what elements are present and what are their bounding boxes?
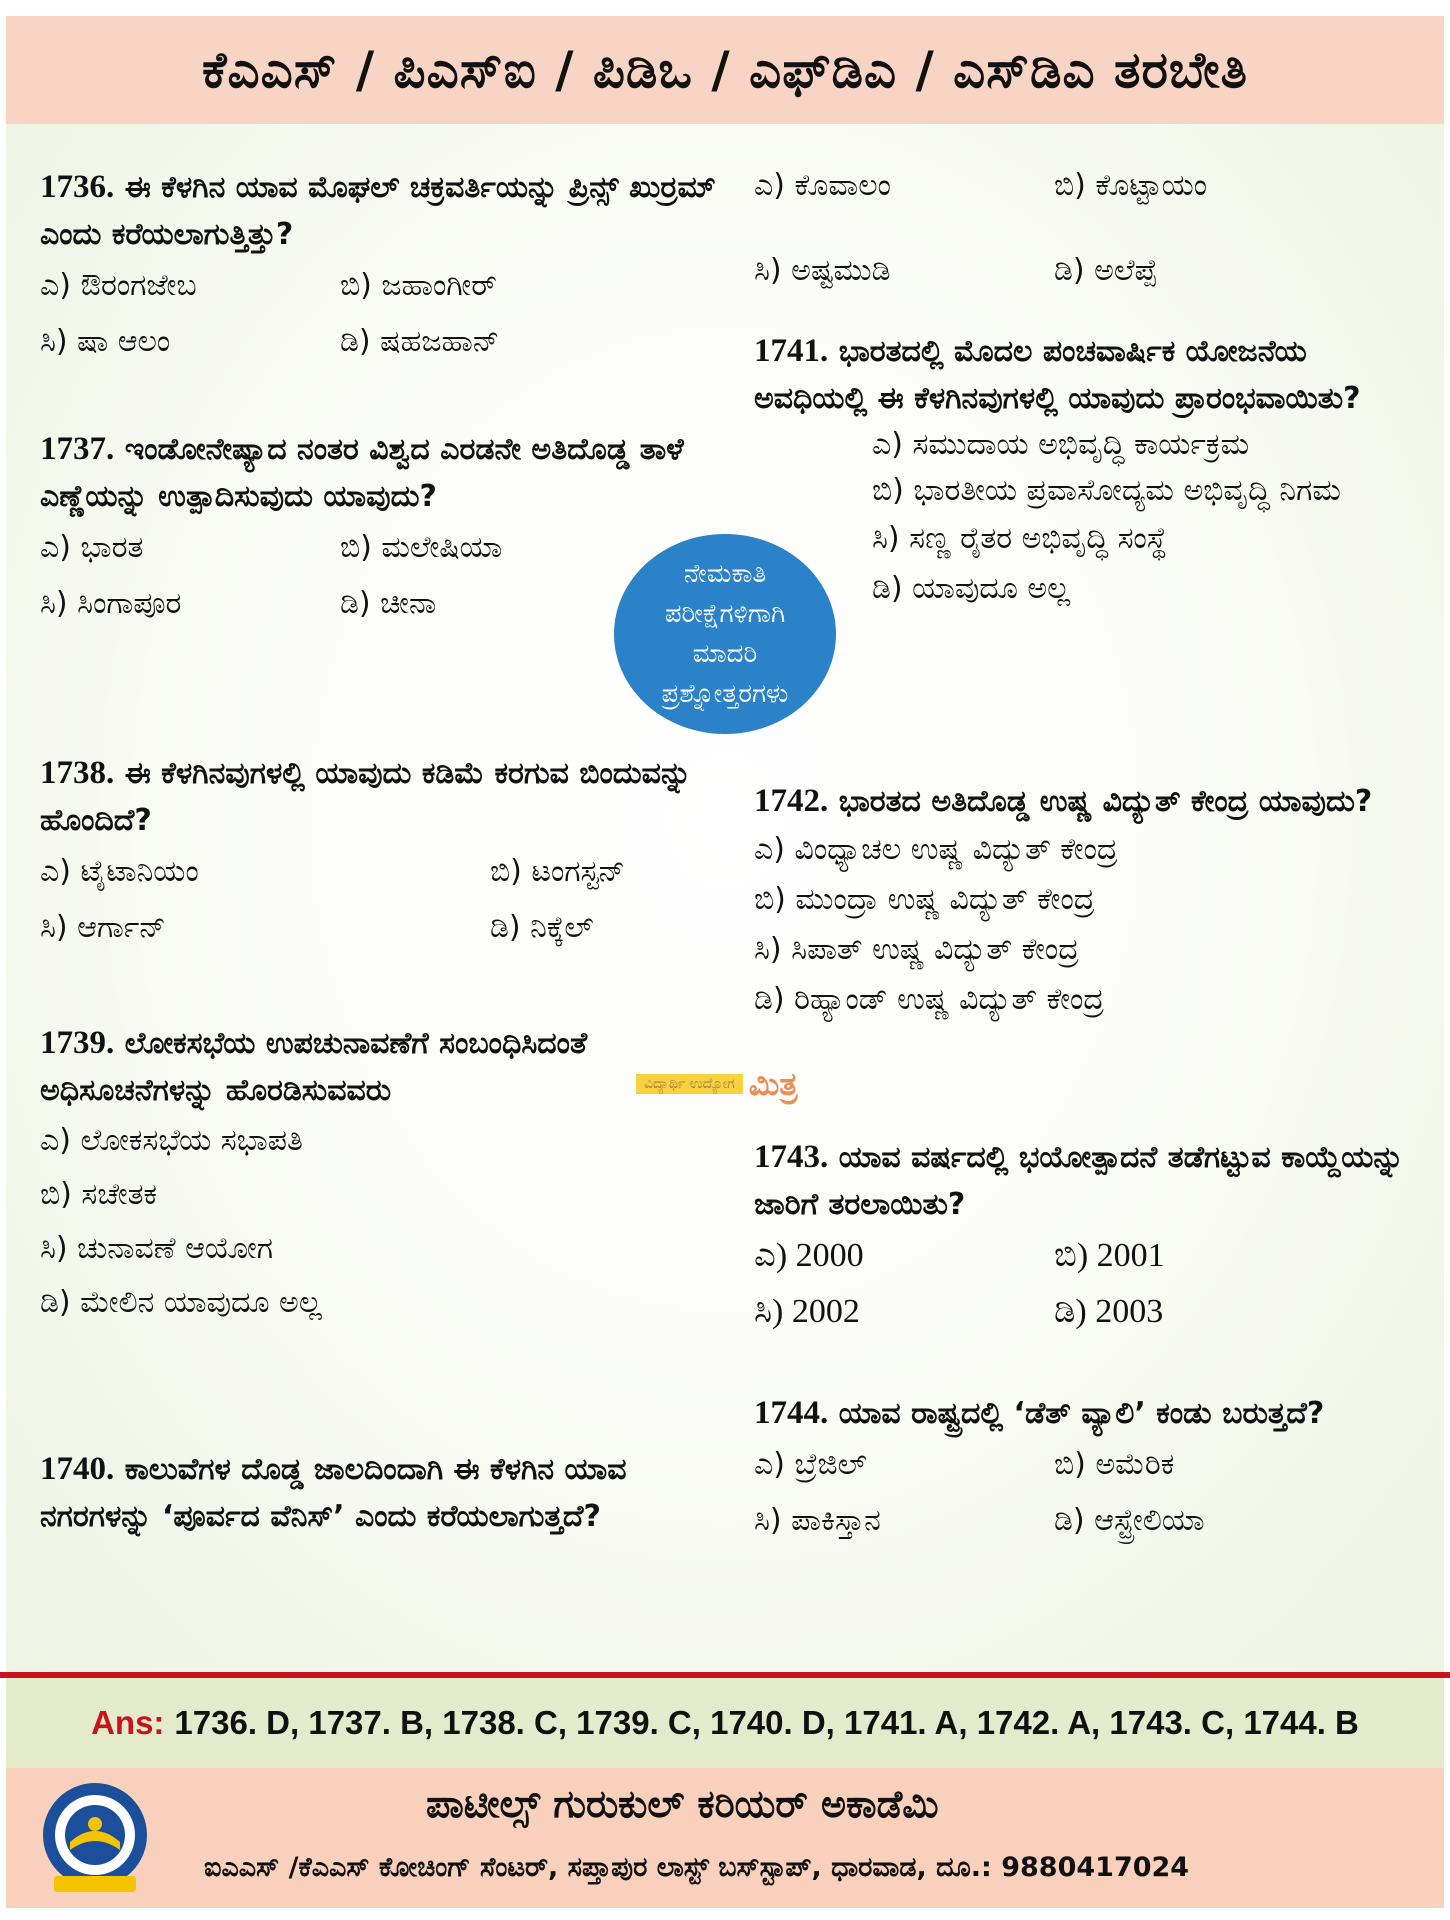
option-a: ಎ) ಟೈಟಾನಿಯಂ [40,854,199,889]
badge-line: ಮಾದರಿ [692,639,758,669]
right-column [754,158,1424,1549]
question-text: 1740. ಕಾಲುವೆಗಳ ದೊಡ್ಡ ಜಾಲದಿಂದಾಗಿ ಈ ಕೆಳಗಿನ ಯಾವ ನಗರಗಳನ್ನು ‘ಪೂರ್ವದ ವೆನಿಸ್’ ಎಂದು ಕರೆಯಲಾಗುತ್ತದೆ? [40,1451,627,1534]
page-title: ಕೆಎಎಸ್ / ಪಿಎಸ್ಐ / ಪಿಡಿಒ / ಎಫ್‌ಡಿಎ / ಎಸ್‌ಡಿಎ ತರಬೇತಿ [202,40,1248,99]
answers-label: Ans: [91,1704,165,1741]
question-1740-options [754,158,1424,328]
options [40,844,730,956]
option-b: ಬಿ) ಸಚೇತಕ [40,1177,158,1212]
question-text: 1742. ಭಾರತದ ಅತಿದೊಡ್ಡ ಉಷ್ಣ ವಿದ್ಯುತ್ ಕೇಂದ್ರ ಯಾವುದು? [754,783,1373,819]
question-1744 [754,1390,1424,1549]
option-d: ಡಿ) ಚೀನಾ [340,586,437,621]
watermark-right: ಮಿತ್ರ [748,1064,798,1103]
options [754,1228,1424,1340]
badge-line: ಪರೀಕ್ಷೆಗಳಿಗಾಗಿ [664,599,786,629]
option-c: ಸಿ) 2002 [754,1293,860,1330]
option-d: ಡಿ) ಆಸ್ಟ್ರೇಲಿಯಾ [1054,1503,1205,1538]
option-b: ಬಿ) ಭಾರತೀಯ ಪ್ರವಾಸೋದ್ಯಮ ಅಭಿವೃದ್ಧಿ ನಿಗಮ [872,473,1341,508]
question-1743 [754,1134,1424,1390]
badge-line: ನೇಮಕಾತಿ [683,559,767,589]
question-1740 [40,1446,730,1540]
watermark-logo [636,1064,836,1104]
option-c: ಸಿ) ಆರ್ಗಾನ್ [40,910,166,945]
option-d: ಡಿ) 2003 [1054,1293,1164,1330]
option-b: ಬಿ) ಮಲೇಷಿಯಾ [340,530,503,565]
question-text: 1739. ಲೋಕಸಭೆಯ ಉಪಚುನಾವಣೆಗೆ ಸಂಬಂಧಿಸಿದಂತೆ ಅಧಿಸೂಚನೆಗಳನ್ನು ಹೊರಡಿಸುವವರು [40,1025,588,1108]
options [754,422,1424,614]
question-text: 1736. ಈ ಕೆಳಗಿನ ಯಾವ ಮೊಘಲ್ ಚಕ್ರವರ್ತಿಯನ್ನು ಪ್ರಿನ್ಸ್ ಖುರ್ರಮ್ ಎಂದು ಕರೆಯಲಾಗುತ್ತಿತ್ತು? [40,169,716,252]
academy-logo-icon [40,1780,150,1898]
option-c: ಸಿ) ಅಷ್ಟಮುಡಿ [754,253,891,288]
answers-bar [6,1678,1444,1768]
question-text: 1744. ಯಾವ ರಾಷ್ಟ್ರದಲ್ಲಿ ‘ಡೆತ್ ವ್ಯಾಲಿ’ ಕಂಡು ಬರುತ್ತದೆ? [754,1395,1325,1431]
question-1742 [754,778,1424,1134]
options [40,1114,730,1330]
option-d: ಡಿ) ರಿಹ್ಯಾಂಡ್ ಉಷ್ಣ ವಿದ್ಯುತ್ ಕೇಂದ್ರ [754,982,1104,1017]
options [754,1437,1424,1549]
option-b: ಬಿ) ಜಹಾಂಗೀರ್ [340,268,497,303]
options [754,825,1424,1025]
option-d: ಡಿ) ಮೇಲಿನ ಯಾವುದೂ ಅಲ್ಲ [40,1285,322,1320]
question-1739 [40,1020,730,1446]
option-a: ಎ) ಔರಂಗಜೇಬ [40,268,197,303]
option-c: ಸಿ) ಚುನಾವಣೆ ಆಯೋಗ [40,1231,274,1266]
academy-name: ಪಾಟೀಲ್ಸ್ ಗುರುಕುಲ್ ಕರಿಯರ್ ಅಕಾಡೆಮಿ [426,1782,939,1826]
question-1736 [40,164,730,426]
option-d: ಡಿ) ಯಾವುದೂ ಅಲ್ಲ [872,571,1071,606]
option-a: ಎ) ಲೋಕಸಭೆಯ ಸಭಾಪತಿ [40,1123,303,1158]
option-b: ಬಿ) ಕೊಟ್ಟಾಯಂ [1054,168,1208,203]
option-c: ಸಿ) ಸಿಂಗಾಪೂರ [40,586,182,621]
questions-panel [6,124,1444,1672]
option-c: ಸಿ) ಷಾ ಆಲಂ [40,324,171,359]
question-text: 1743. ಯಾವ ವರ್ಷದಲ್ಲಿ ಭಯೋತ್ಪಾದನೆ ತಡೆಗಟ್ಟುವ ಕಾಯ್ದೆಯನ್ನು ಜಾರಿಗೆ ತರಲಾಯಿತು? [754,1139,1404,1222]
academy-address: ಐಎಎಸ್ /ಕೆಎಎಸ್ ಕೋಚಿಂಗ್ ಸೆಂಟರ್, ಸಪ್ತಾಪುರ ಲಾಸ್ಟ್ ಬಸ್‌ಸ್ಟಾಪ್, ಧಾರವಾಡ, ದೂ.: 9880417024 [204,1852,1190,1883]
option-c: ಸಿ) ಸಿಪಾತ್ ಉಷ್ಣ ವಿದ್ಯುತ್ ಕೇಂದ್ರ [754,932,1079,967]
option-d: ಡಿ) ನಿಕ್ಕೆಲ್ [490,910,594,945]
question-1738 [40,750,730,1020]
header-banner [6,16,1444,124]
model-qa-badge [614,534,836,734]
question-1741 [754,328,1424,778]
watermark-left: ವಿದ್ಯಾರ್ಥಿ ಉದ್ಯೋಗ [636,1074,743,1094]
option-a: ಎ) ಕೊವಾಲಂ [754,168,891,203]
option-d: ಡಿ) ಅಲೆಪ್ಪೆ [1054,253,1158,288]
option-a: ಎ) ಬ್ರೆಜಿಲ್ [754,1447,867,1482]
left-column [40,164,730,1540]
option-c: ಸಿ) ಸಣ್ಣ ರೈತರ ಅಭಿವೃದ್ಧಿ ಸಂಸ್ಥೆ [872,521,1167,556]
option-a: ಎ) ಸಮುದಾಯ ಅಭಿವೃದ್ಧಿ ಕಾರ್ಯಕ್ರಮ [872,427,1250,462]
option-c: ಸಿ) ಪಾಕಿಸ್ತಾನ [754,1503,881,1538]
footer [6,1768,1444,1908]
option-a: ಎ) 2000 [754,1237,864,1274]
question-text: 1738. ಈ ಕೆಳಗಿನವುಗಳಲ್ಲಿ ಯಾವುದು ಕಡಿಮೆ ಕರಗುವ ಬಿಂದುವನ್ನು ಹೊಂದಿದೆ? [40,755,692,838]
option-b: ಬಿ) 2001 [1054,1237,1165,1274]
question-text: 1741. ಭಾರತದಲ್ಲಿ ಮೊದಲ ಪಂಚವಾರ್ಷಿಕ ಯೋಜನೆಯ ಅವಧಿಯಲ್ಲಿ ಈ ಕೆಳಗಿನವುಗಳಲ್ಲಿ ಯಾವುದು ಪ್ರಾರಂಭವಾಯಿತು? [754,333,1361,416]
option-a: ಎ) ಭಾರತ [40,530,144,565]
option-b: ಬಿ) ಅಮೆರಿಕ [1054,1447,1175,1482]
option-b: ಬಿ) ಮುಂದ್ರಾ ಉಷ್ಣ ವಿದ್ಯುತ್ ಕೇಂದ್ರ [754,882,1095,917]
option-b: ಬಿ) ಟಂಗಸ್ಟನ್ [490,854,626,889]
options [40,258,730,370]
option-a: ಎ) ವಿಂಧ್ಯಾಚಲ ಉಷ್ಣ ವಿದ್ಯುತ್ ಕೇಂದ್ರ [754,832,1118,867]
option-d: ಡಿ) ಷಹಜಹಾನ್ [340,324,500,359]
answers-text: 1736. D, 1737. B, 1738. C, 1739. C, 1740. D, 1741. A, 1742. A, 1743. C, 1744. B [174,1704,1359,1741]
question-text: 1737. ಇಂಡೋನೇಷ್ಯಾದ ನಂತರ ವಿಶ್ವದ ಎರಡನೇ ಅತಿದೊಡ್ಡ ತಾಳೆ ಎಣ್ಣೆಯನ್ನು ಉತ್ಪಾದಿಸುವುದು ಯಾವುದು? [40,431,684,514]
badge-line: ಪ್ರಶ್ನೋತ್ತರಗಳು [661,679,789,709]
